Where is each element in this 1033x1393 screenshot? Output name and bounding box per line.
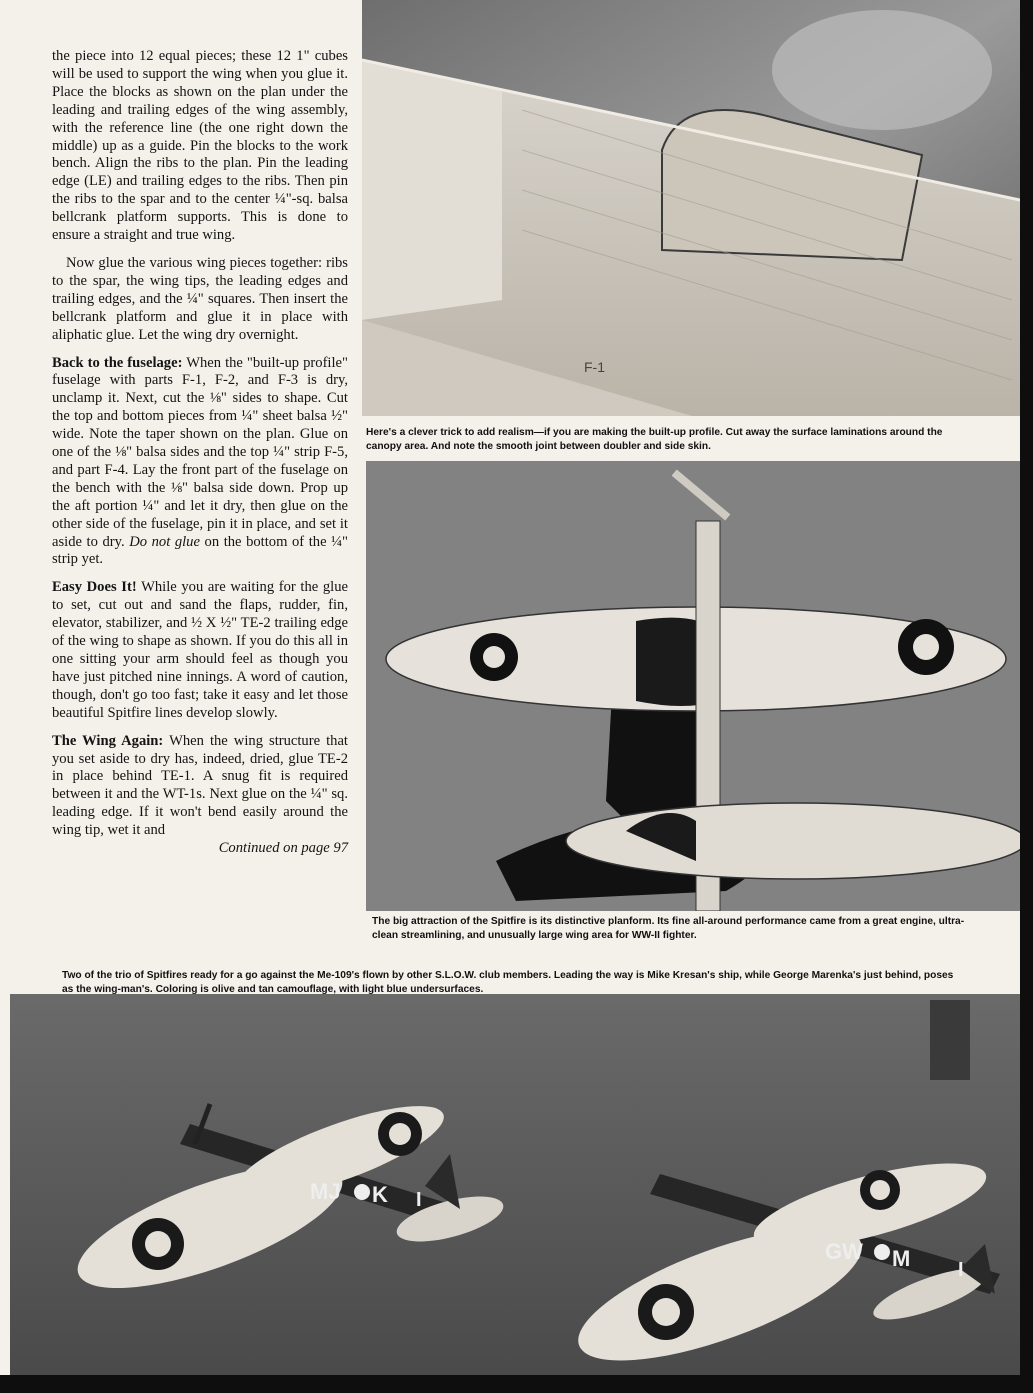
paragraph-4-body: While you are waiting for the glue to set, cut out and sand the flaps, rudder, fin, elevator, stabilizer, and ½ X ½" TE-2 trailing edge of the wing to shape as shown. If you do this all in one sitting your arm should feel as though you have just pitched nine innings. A word of caution, though, don't go too fast; take it easy and let those beautiful Spitfire lines develop slowly.	[52, 579, 348, 721]
field-caption: Two of the trio of Spitfires ready for a go against the Me-109's flown by other S.L.O.W. club members. Leading the way is Mike Kresan's ship, while George Marenka's just behind, poses as the wing-man's. Coloring is olive and tan camouflage, with light blue undersurfaces.	[62, 970, 954, 995]
paragraph-2: Now glue the various wing pieces together: ribs to the spar, the wing tips, the leading edges and trailing edges, and the ¼" squares. Then insert the bellcrank platform and glue it in place with aliphatic glue. Let the wing dry overnight.	[52, 254, 348, 343]
paragraph-1: the piece into 12 equal pieces; these 12 1" cubes will be used to support the wing when you glue it. Place the blocks as shown on the plan under the leading and trailing edges of the wing assembly, with the reference line (the one right down the middle) up as a guide. Pin the blocks to the work bench. Align the ribs to the plan. Pin the leading edge (LE) and trailing edges to the ribs. Then pin the ribs to the spar and to the center ¼"-sq. balsa bellcrank platform supports. This is done to ensure a straight and true wing.	[52, 48, 348, 244]
plane2-code-b: M	[892, 1246, 911, 1271]
plane1-code-a: MJ	[310, 1179, 341, 1204]
scan-edge-bottom	[0, 1375, 1033, 1393]
paragraph-4	[52, 579, 348, 722]
article-column	[52, 48, 348, 858]
plane2-tail: I	[958, 1259, 964, 1281]
part-label-f1: F-1	[584, 359, 605, 375]
fuselage-caption: Here's a clever trick to add realism—if you are making the built-up profile. Cut away the surface laminations around the canopy area. And note the smooth joint between doubler and side skin.	[366, 427, 943, 452]
section-heading-fuselage: Back to the fuselage:	[52, 354, 183, 371]
paragraph-3-body: When the "built-up profile" fuselage with parts F-1, F-2, and F-3 is dry, unclamp it. Next, cut the ⅛" sides to shape. Cut the top and bottom pieces from ¼" sheet balsa ½" wide. Note the taper shown on the plan. Glue on one of the ⅛" balsa sides and the top ¼" strip F-5, and part F-4. Lay the front part of the fuselage on the bench with the ⅛" balsa side down. Prop up the aft portion ¼" and let it dry, then glue on the other side of the fuselage, pin it in place, and set it aside to dry.	[52, 354, 348, 550]
plane1-tail: I	[416, 1189, 422, 1211]
section-heading-easy: Easy Does It!	[52, 579, 137, 596]
plane2-code-a: GW	[825, 1239, 863, 1264]
paragraph-3-tail: on the bottom of the ¼" strip yet.	[52, 533, 349, 568]
scan-edge-right	[1020, 0, 1033, 1393]
paragraph-5	[52, 733, 348, 840]
planform-caption: The big attraction of the Spitfire is its distinctive planform. Its fine all-around performance came from a great engine, ultra-clean streamlining, and unusually large wing area for WW-II fighter.	[372, 916, 965, 941]
paragraph-5-body: When the wing structure that you set aside to dry has, indeed, dried, glue TE-2 in place behind TE-1. A snug fit is required between it and the WT-1s. Next glue on the ¼" sq. leading edge. If it won't bend easily around the wing tip, wet it and	[52, 732, 348, 839]
paragraph-3	[52, 355, 348, 570]
section-heading-wing: The Wing Again:	[52, 732, 164, 749]
field-photo	[10, 994, 1020, 1375]
continued-note: Continued on page 97	[218, 840, 348, 857]
fuselage-photo	[362, 0, 1020, 416]
paragraph-3-emphasis: Do not glue	[129, 533, 200, 550]
plane1-code-b: K	[372, 1182, 388, 1207]
planform-photo	[366, 461, 1020, 911]
